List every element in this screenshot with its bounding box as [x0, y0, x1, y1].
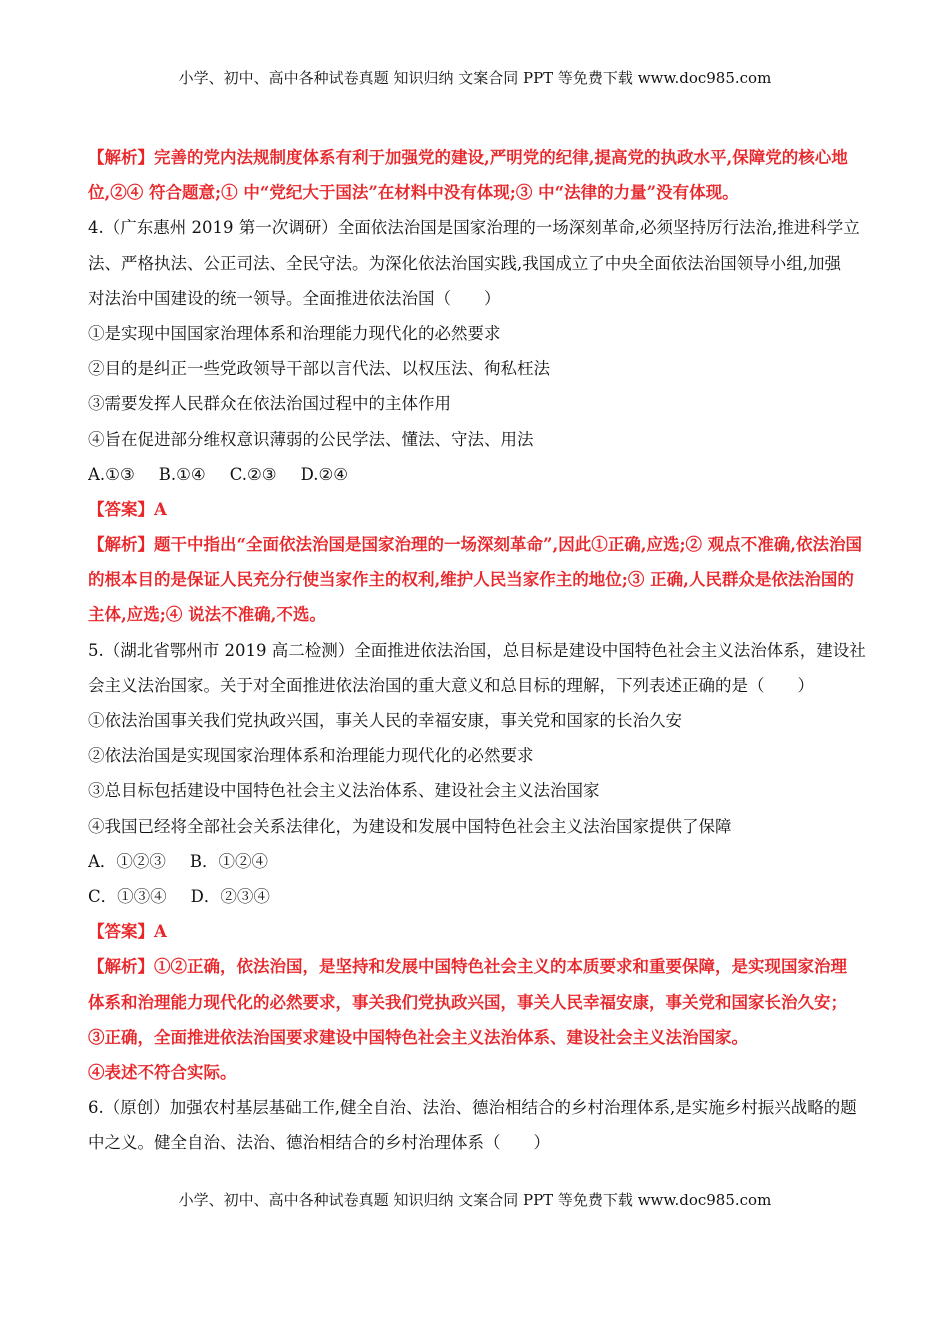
document-body	[88, 140, 868, 1160]
q5-item-4: ④我国已经将全部社会关系法律化，为建设和发展中国特色社会主义法治国家提供了保障	[88, 816, 732, 836]
q4-analysis-line-2: 的根本目的是保证人民充分行使当家作主的权利,维护人民当家作主的地位;③ 正确,人民群众是依法治国的	[88, 570, 854, 590]
q4-analysis-label: 【解析】	[88, 535, 154, 555]
q4-analysis-line-1: 【解析】题干中指出“全面依法治国是国家治理的一场深刻革命”,因此①正确,应选;② 观点不准确,依法治国	[88, 535, 863, 555]
q4-item-3: ③需要发挥人民群众在依法治国过程中的主体作用	[88, 394, 451, 414]
page-footer: 小学、初中、高中各种试卷真题 知识归纳 文案合同 PPT 等免费下载 www.doc985.com	[178, 1191, 772, 1209]
q4-option-a: A.①③	[88, 464, 135, 484]
q5-stem-line-2: 会主义法治国家。关于对全面推进依法治国的重大意义和总目标的理解，下列表述正确的是（ ）	[88, 675, 814, 695]
q4-option-b: B.①④	[158, 464, 206, 484]
q5-item-1: ①依法治国事关我们党执政兴国，事关人民的幸福安康，事关党和国家的长治久安	[88, 711, 682, 730]
q5-options-row-1	[88, 844, 868, 879]
q4-answer-label: 【答案】	[88, 499, 154, 519]
q5-answer	[88, 914, 868, 949]
q5-analysis-line-4: ④表述不符合实际。	[88, 1062, 237, 1082]
q5-analysis-line-2: 体系和治理能力现代化的必然要求，事关我们党执政兴国，事关人民幸福安康，事关党和国家长治久安；	[88, 992, 847, 1012]
q5-analysis-line-3: ③正确，全面推进依法治国要求建设中国特色社会主义法治体系、建设社会主义法治国家。	[88, 1027, 748, 1047]
q4-item-1: ①是实现中国国家治理体系和治理能力现代化的必然要求	[88, 323, 501, 343]
q4-stem-line-2: 法、严格执法、公正司法、全民守法。为深化依法治国实践,我国成立了中央全面依法治国领导小组,加强	[88, 253, 841, 273]
q4-stem-line-3: 对法治中国建设的统一领导。全面推进依法治国（ ）	[88, 288, 501, 308]
page-header: 小学、初中、高中各种试卷真题 知识归纳 文案合同 PPT 等免费下载 www.doc985.com	[178, 69, 772, 87]
q5-option-b: B．①②④	[189, 851, 269, 871]
q4-stem-line-1: 4.（广东惠州 2019 第一次调研）全面依法治国是国家治理的一场深刻革命,必须坚持厉行法治,推进科学立	[88, 218, 860, 238]
q4-item-2: ②目的是纠正一些党政领导干部以言代法、以权压法、徇私枉法	[88, 359, 550, 379]
q5-item-2: ②依法治国是实现国家治理体系和治理能力现代化的必然要求	[88, 746, 534, 766]
q3-analysis-label: 【解析】	[88, 148, 154, 167]
q5-answer-value: A	[154, 922, 167, 942]
q4-answer	[88, 492, 868, 527]
q4-answer-value: A	[154, 499, 167, 519]
q5-analysis-label: 【解析】	[88, 957, 154, 977]
q6-stem-line-2: 中之义。健全自治、法治、德治相结合的乡村治理体系（ ）	[88, 1133, 550, 1153]
q5-option-a: A．①②③	[88, 851, 166, 871]
q5-options-row-2	[88, 879, 868, 914]
q4-item-4: ④旨在促进部分维权意识薄弱的公民学法、懂法、守法、用法	[88, 429, 534, 449]
q4-option-c: C.②③	[229, 464, 277, 484]
q5-option-c: C．①③④	[88, 886, 167, 906]
q3-analysis-line-2: 位,②④ 符合题意;① 中“党纪大于国法”在材料中没有体现;③ 中“法律的力量”没有体现。	[88, 183, 739, 203]
q5-option-d: D．②③④	[190, 886, 270, 906]
q5-stem-line-1: 5.（湖北省鄂州市 2019 高二检测）全面推进依法治国，总目标是建设中国特色社会主义法治体系，建设社	[88, 640, 866, 660]
q5-item-3: ③总目标包括建设中国特色社会主义法治体系、建设社会主义法治国家	[88, 781, 600, 801]
q3-analysis-line-1: 【解析】完善的党内法规制度体系有利于加强党的建设,严明党的纪律,提高党的执政水平,保障党的核心地	[88, 148, 848, 167]
q4-option-d: D.②④	[300, 464, 349, 484]
q4-options	[88, 457, 868, 492]
q6-stem-line-1: 6.（原创）加强农村基层基础工作,健全自治、法治、德治相结合的乡村治理体系,是实施乡村振兴战略的题	[88, 1098, 857, 1118]
q5-analysis-line-1: 【解析】①②正确，依法治国，是坚持和发展中国特色社会主义的本质要求和重要保障，是实现国家治理	[88, 957, 847, 977]
q5-answer-label: 【答案】	[88, 922, 154, 942]
q4-analysis-line-3: 主体,应选;④ 说法不准确,不选。	[88, 605, 326, 625]
